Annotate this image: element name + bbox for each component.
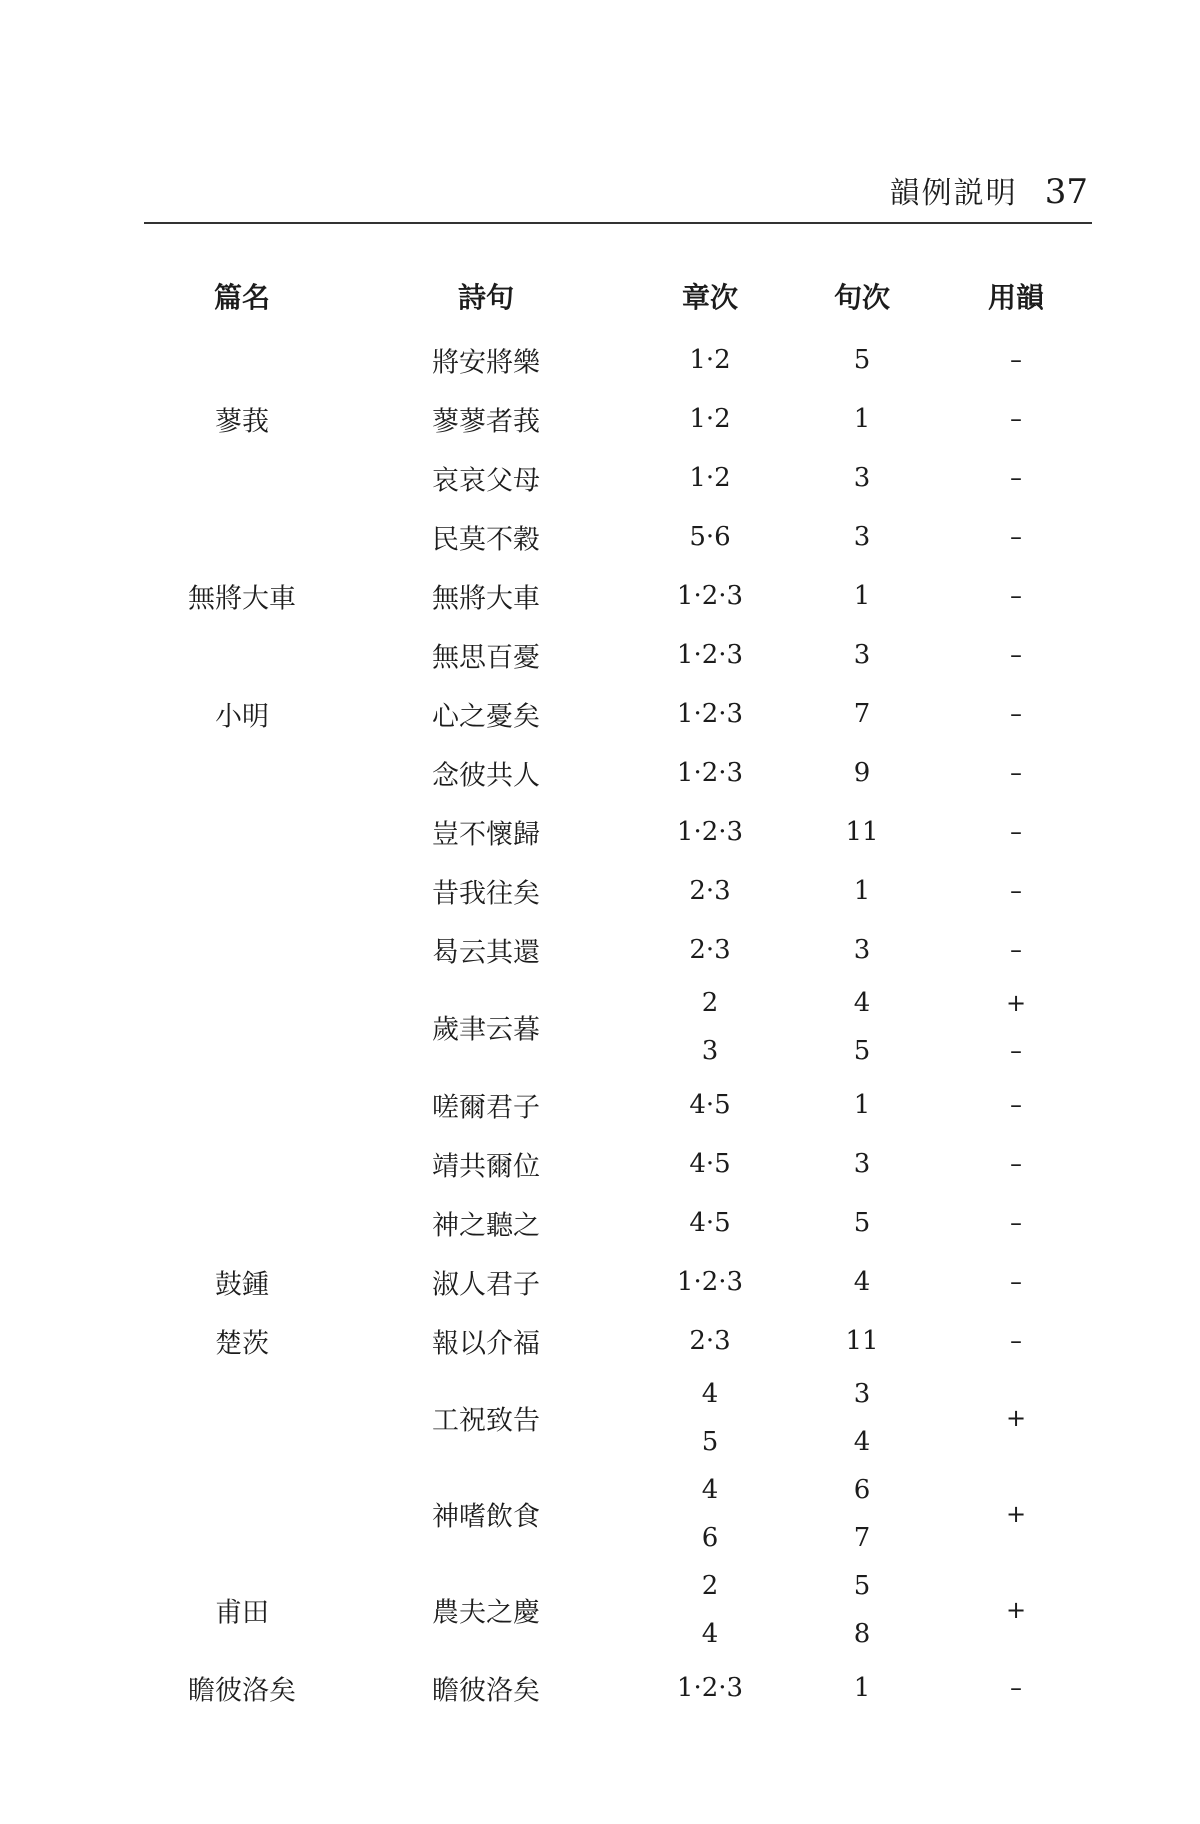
rhyme-mark: – <box>1010 1673 1022 1702</box>
rhyme-mark: – <box>1010 463 1022 492</box>
header-rhyme: 用韻 <box>987 281 1045 314</box>
rhyme-mark: – <box>1010 699 1022 728</box>
line-number: 11 <box>845 1325 879 1356</box>
stanza-number: 1·2·3 <box>676 1672 744 1703</box>
poem-line: 嗟爾君子 <box>432 1092 540 1123</box>
poem-line: 將安將樂 <box>432 347 540 378</box>
rhyme-mark: – <box>1010 345 1022 374</box>
line-number: 1 <box>853 403 871 434</box>
poem-line: 神嗜飲食 <box>432 1501 540 1533</box>
running-head-title: 韻例説明 <box>889 176 1018 211</box>
line-number: 7 <box>853 698 871 729</box>
stanza-number: 1·2·3 <box>676 580 744 611</box>
line-number: 3 <box>853 1148 871 1179</box>
line-number: 8 <box>853 1619 871 1649</box>
poem-line: 歲聿云暮 <box>432 1014 540 1046</box>
poem-line: 哀哀父母 <box>432 465 540 496</box>
stanza-number: 2·3 <box>689 934 731 965</box>
stanza-number: 1·2 <box>689 344 731 375</box>
header-title: 篇名 <box>213 281 271 314</box>
header-line: 詩句 <box>457 281 515 314</box>
table-row <box>0 1370 1200 1466</box>
stanza-number: 4 <box>701 1379 719 1409</box>
line-number: 4 <box>853 1427 871 1457</box>
table-row <box>0 979 1200 1075</box>
header-line-no: 句次 <box>833 281 891 314</box>
rhyme-mark: – <box>1010 935 1022 964</box>
rhyme-mark: – <box>1010 522 1022 551</box>
stanza-number: 1·2·3 <box>676 698 744 729</box>
poem-line: 民莫不穀 <box>432 524 540 555</box>
table-row <box>0 861 1200 920</box>
stanza-number: 5 <box>701 1427 719 1457</box>
line-number: 7 <box>853 1523 871 1553</box>
stanza-number: 1·2·3 <box>676 1266 744 1297</box>
stanza-number: 2 <box>701 1571 719 1601</box>
table-row <box>0 1075 1200 1134</box>
line-number: 5 <box>853 344 871 375</box>
table-body <box>0 330 1200 1717</box>
table-row <box>0 1658 1200 1717</box>
stanza-number: 5·6 <box>689 521 731 552</box>
poem-title: 小明 <box>215 701 269 732</box>
poem-line: 報以介福 <box>432 1328 540 1359</box>
line-number: 3 <box>853 521 871 552</box>
poem-title: 瞻彼洛矣 <box>188 1675 296 1706</box>
rhyme-mark: – <box>1010 404 1022 433</box>
rhyme-mark: + <box>1005 1596 1027 1624</box>
header-stanza: 章次 <box>681 281 739 314</box>
line-number: 3 <box>853 639 871 670</box>
table-row <box>0 1311 1200 1370</box>
rhyme-mark: – <box>1010 876 1022 905</box>
rhyme-mark: – <box>1010 1037 1022 1065</box>
line-number: 3 <box>853 1379 871 1409</box>
stanza-number: 4·5 <box>689 1148 731 1179</box>
rhyme-mark: + <box>1005 989 1027 1017</box>
rhyme-mark: – <box>1010 1267 1022 1296</box>
rhyme-mark: – <box>1010 1090 1022 1119</box>
stanza-number: 2 <box>701 988 719 1018</box>
rhyme-mark: – <box>1010 1208 1022 1237</box>
rhyme-mark: – <box>1010 817 1022 846</box>
table-row <box>0 802 1200 861</box>
rhyme-mark: – <box>1010 1149 1022 1178</box>
poem-line: 蓼蓼者莪 <box>432 406 540 437</box>
line-number: 4 <box>853 1266 871 1297</box>
stanza-number: 4·5 <box>689 1089 731 1120</box>
poem-title: 甫田 <box>215 1597 269 1629</box>
poem-line: 瞻彼洛矣 <box>432 1675 540 1706</box>
poem-line: 心之憂矣 <box>432 701 540 732</box>
table-row <box>0 507 1200 566</box>
poem-line: 念彼共人 <box>432 760 540 791</box>
table-row <box>0 1466 1200 1562</box>
stanza-number: 2·3 <box>689 875 731 906</box>
stanza-number: 2·3 <box>689 1325 731 1356</box>
line-number: 1 <box>853 1672 871 1703</box>
table-row <box>0 566 1200 625</box>
poem-title: 蓼莪 <box>215 406 269 437</box>
table-row <box>0 448 1200 507</box>
poem-line: 無將大車 <box>432 583 540 614</box>
poem-title: 楚茨 <box>215 1328 269 1359</box>
rhyme-mark: + <box>1005 1404 1027 1432</box>
stanza-number: 4·5 <box>689 1207 731 1238</box>
stanza-number: 1·2 <box>689 403 731 434</box>
rhyme-mark: – <box>1010 640 1022 669</box>
rhyme-mark: – <box>1010 758 1022 787</box>
poem-title: 無將大車 <box>188 583 296 614</box>
stanza-number: 1·2·3 <box>676 757 744 788</box>
stanza-number: 1·2 <box>689 462 731 493</box>
poem-line: 神之聽之 <box>432 1210 540 1241</box>
poem-title: 鼓鍾 <box>215 1269 269 1300</box>
line-number: 3 <box>853 934 871 965</box>
stanza-number: 4 <box>701 1619 719 1649</box>
stanza-number: 1·2·3 <box>676 639 744 670</box>
table-row <box>0 389 1200 448</box>
line-number: 6 <box>853 1475 871 1505</box>
table-row <box>0 920 1200 979</box>
table-row <box>0 743 1200 802</box>
line-number: 5 <box>853 1036 871 1066</box>
table-row <box>0 684 1200 743</box>
table-row <box>0 1193 1200 1252</box>
stanza-number: 1·2·3 <box>676 816 744 847</box>
poem-line: 曷云其還 <box>432 937 540 968</box>
line-number: 1 <box>853 580 871 611</box>
line-number: 5 <box>853 1207 871 1238</box>
poem-line: 豈不懷歸 <box>432 819 540 850</box>
table-row <box>0 1562 1200 1658</box>
page-number: 37 <box>1044 172 1088 212</box>
poem-line: 無思百憂 <box>432 642 540 673</box>
table-header <box>0 276 1200 326</box>
rhyme-mark: – <box>1010 581 1022 610</box>
stanza-number: 6 <box>701 1523 719 1553</box>
line-number: 5 <box>853 1571 871 1601</box>
table-row <box>0 1134 1200 1193</box>
poem-line: 農夫之慶 <box>432 1597 540 1629</box>
running-head <box>144 168 1092 224</box>
stanza-number: 4 <box>701 1475 719 1505</box>
poem-line: 淑人君子 <box>432 1269 540 1300</box>
line-number: 1 <box>853 1089 871 1120</box>
table-row <box>0 625 1200 684</box>
table-row <box>0 1252 1200 1311</box>
line-number: 3 <box>853 462 871 493</box>
line-number: 9 <box>853 757 871 788</box>
line-number: 11 <box>845 816 879 847</box>
rhyme-mark: + <box>1005 1500 1027 1528</box>
line-number: 4 <box>853 988 871 1018</box>
poem-line: 工祝致告 <box>432 1405 540 1437</box>
line-number: 1 <box>853 875 871 906</box>
poem-line: 昔我往矣 <box>432 878 540 909</box>
rhyme-mark: – <box>1010 1326 1022 1355</box>
poem-line: 靖共爾位 <box>432 1151 540 1182</box>
table-row <box>0 330 1200 389</box>
stanza-number: 3 <box>701 1036 719 1066</box>
